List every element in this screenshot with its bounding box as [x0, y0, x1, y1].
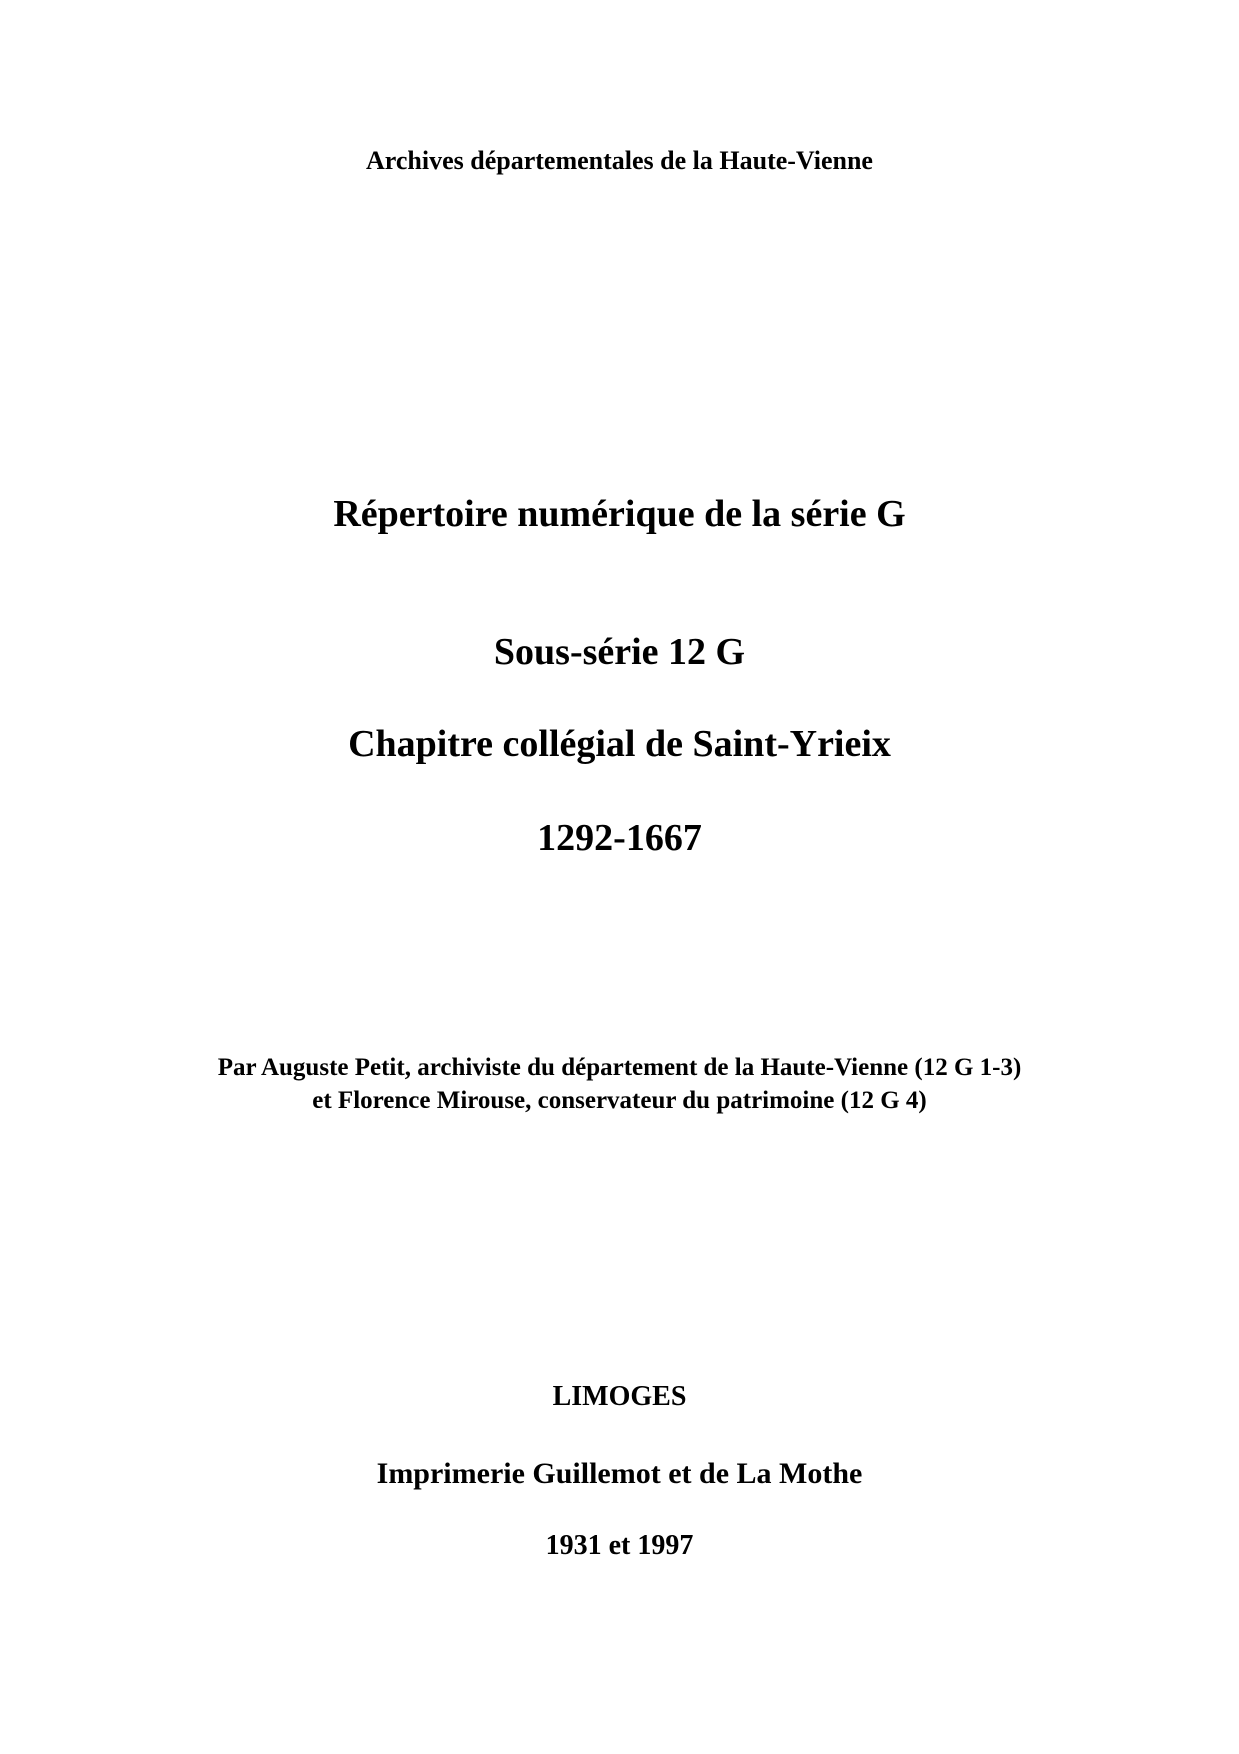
publication-city: LIMOGES: [552, 1381, 687, 1412]
institution-header: Archives départementales de la Haute-Vienne: [366, 146, 873, 175]
publication-years: 1931 et 1997: [545, 1530, 694, 1561]
date-range: 1292-1667: [537, 817, 702, 859]
authors-line-1: Par Auguste Petit, archiviste du département de la Haute-Vienne (12 G 1-3): [217, 1054, 1022, 1081]
authors-line-2: et Florence Mirouse, conservateur du patrimoine (12 G 4): [312, 1087, 927, 1114]
subseries-heading: Sous-série 12 G: [493, 631, 746, 673]
printer-name: Imprimerie Guillemot et de La Mothe: [376, 1457, 863, 1490]
document-title: Répertoire numérique de la série G: [333, 493, 906, 535]
chapter-heading: Chapitre collégial de Saint-Yrieix: [348, 723, 891, 765]
